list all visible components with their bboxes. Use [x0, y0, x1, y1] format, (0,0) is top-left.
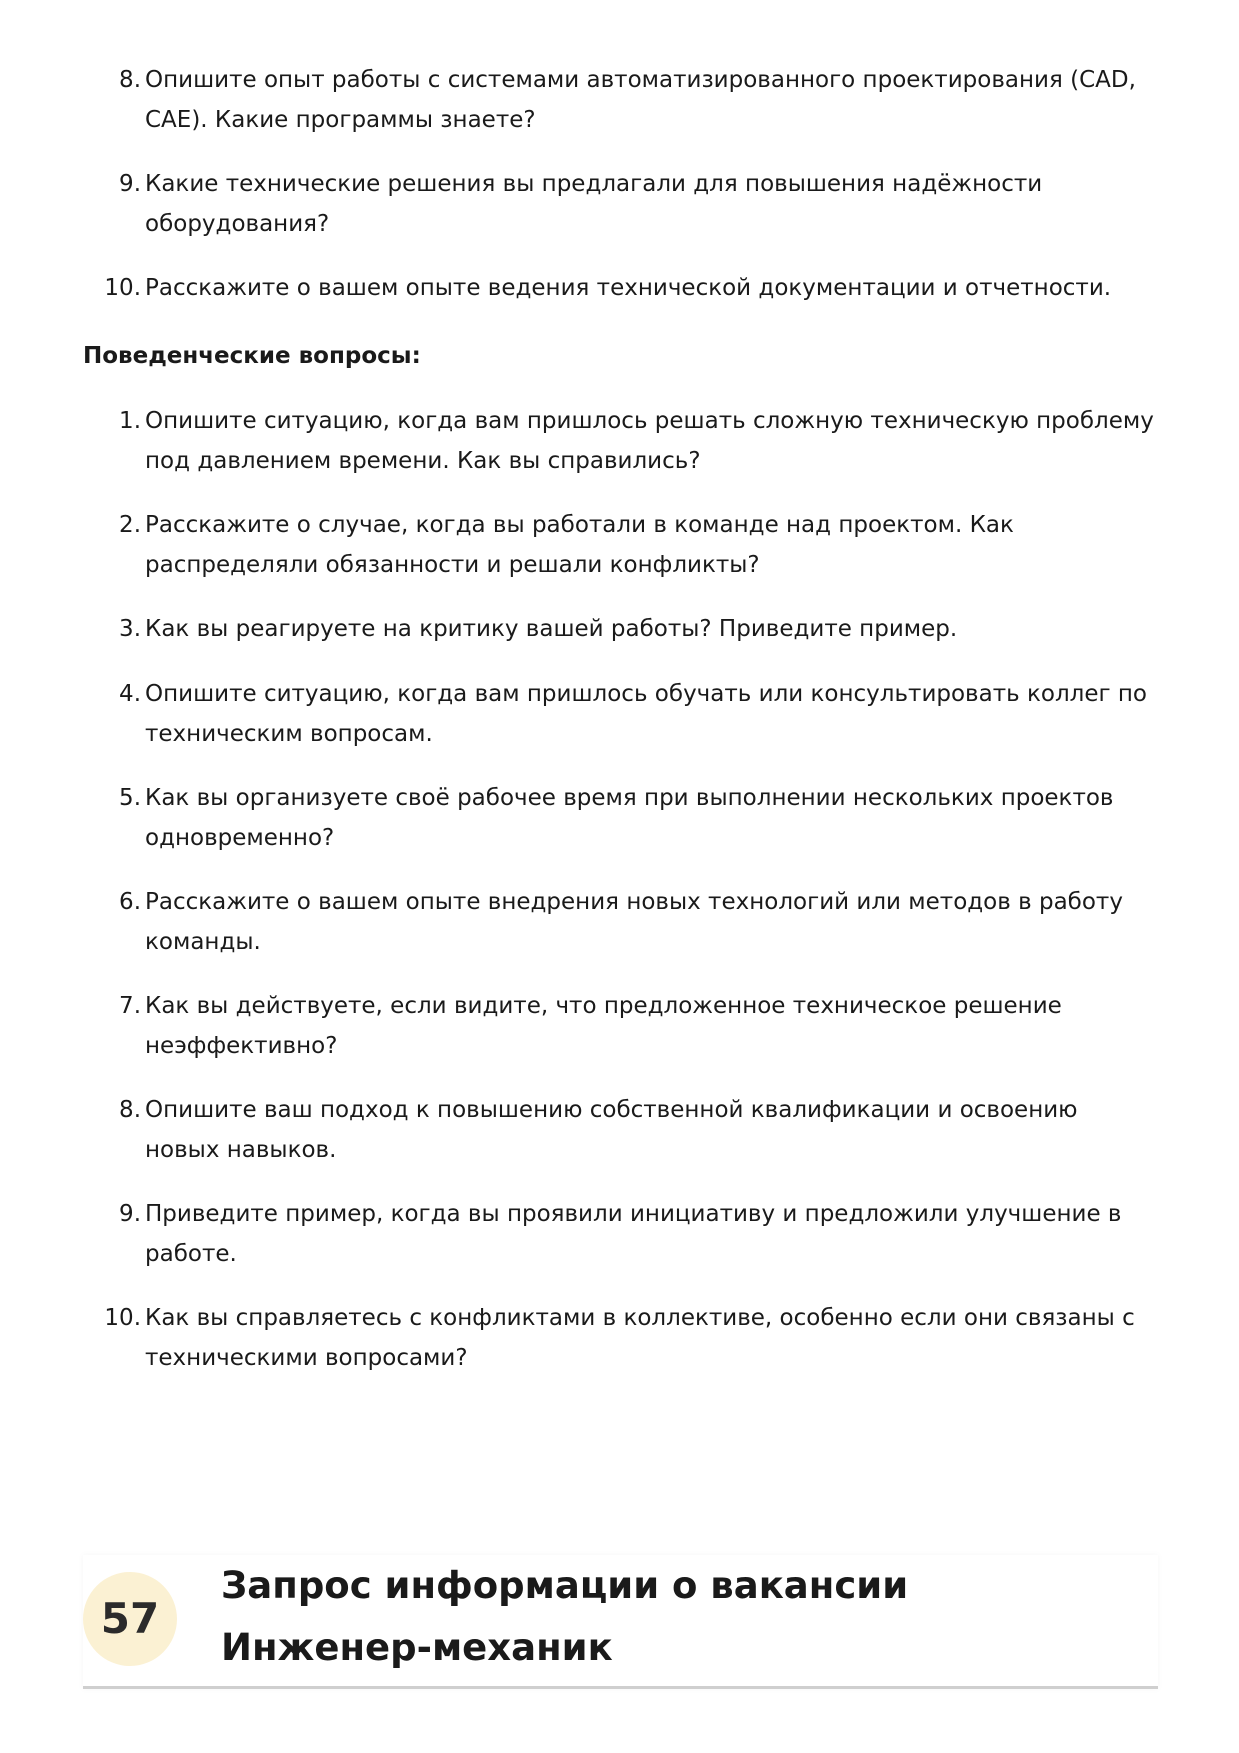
item-number: 10 . — [81, 268, 141, 308]
item-text: Опишите ситуацию, когда вам пришлось решать сложную техническую проблему под давлением времени. Как вы справились? — [145, 408, 1154, 474]
list-item — [119, 401, 1155, 481]
item-number: 8 . — [81, 1090, 141, 1130]
item-number: 7 . — [81, 986, 141, 1026]
chapter-number-badge: 57 — [83, 1572, 177, 1666]
item-number: 4 . — [81, 674, 141, 714]
item-number: 9 . — [81, 164, 141, 204]
item-number: 1 . — [81, 401, 141, 441]
list-item — [119, 778, 1155, 858]
item-text: Как вы справляетесь с конфликтами в коллективе, особенно если они связаны с техническими вопросами? — [145, 1305, 1135, 1371]
list-item — [119, 986, 1155, 1066]
item-text: Расскажите о вашем опыте ведения технической документации и отчетности. — [145, 275, 1112, 301]
item-number: 5 . — [81, 778, 141, 818]
item-text: Как вы реагируете на критику вашей работы? Приведите пример. — [145, 616, 958, 642]
list-item — [104, 268, 1155, 308]
list-item — [119, 674, 1155, 754]
list-item — [119, 1090, 1155, 1170]
list-item — [119, 882, 1155, 962]
item-number: 10 . — [81, 1298, 141, 1338]
item-text: Опишите ваш подход к повышению собственной квалификации и освоению новых навыков. — [145, 1097, 1078, 1163]
chapter-title: Запрос информации о вакансии Инженер-механик — [221, 1564, 909, 1669]
list-item — [119, 1194, 1155, 1274]
list-item — [119, 505, 1155, 585]
item-text: Расскажите о случае, когда вы работали в команде над проектом. Как распределяли обязанности и решали конфликты? — [145, 512, 1014, 578]
list-item — [119, 609, 1155, 649]
item-number: 9 . — [81, 1194, 141, 1234]
item-text: Опишите опыт работы с системами автоматизированного проектирования (CAD, CAE). Какие программы знаете? — [145, 67, 1136, 133]
list-item — [104, 1298, 1155, 1378]
item-text: Какие технические решения вы предлагали для повышения надёжности оборудования? — [145, 171, 1043, 237]
item-number: 3 . — [81, 609, 141, 649]
section-heading: Поведенческие вопросы: — [83, 343, 421, 369]
list-item — [119, 60, 1155, 140]
item-number: 8 . — [81, 60, 141, 100]
item-text: Расскажите о вашем опыте внедрения новых технологий или методов в работу команды. — [145, 889, 1123, 955]
item-text: Приведите пример, когда вы проявили инициативу и предложили улучшение в работе. — [145, 1201, 1122, 1267]
item-number: 2 . — [81, 505, 141, 545]
item-number: 6 . — [81, 882, 141, 922]
list-item — [119, 164, 1155, 244]
item-text: Как вы организуете своё рабочее время при выполнении нескольких проектов одновременно? — [145, 785, 1114, 851]
chapter-header — [83, 1555, 1158, 1689]
item-text: Опишите ситуацию, когда вам пришлось обучать или консультировать коллег по техническим вопросам. — [145, 681, 1147, 747]
item-text: Как вы действуете, если видите, что предложенное техническое решение неэффективно? — [145, 993, 1062, 1059]
